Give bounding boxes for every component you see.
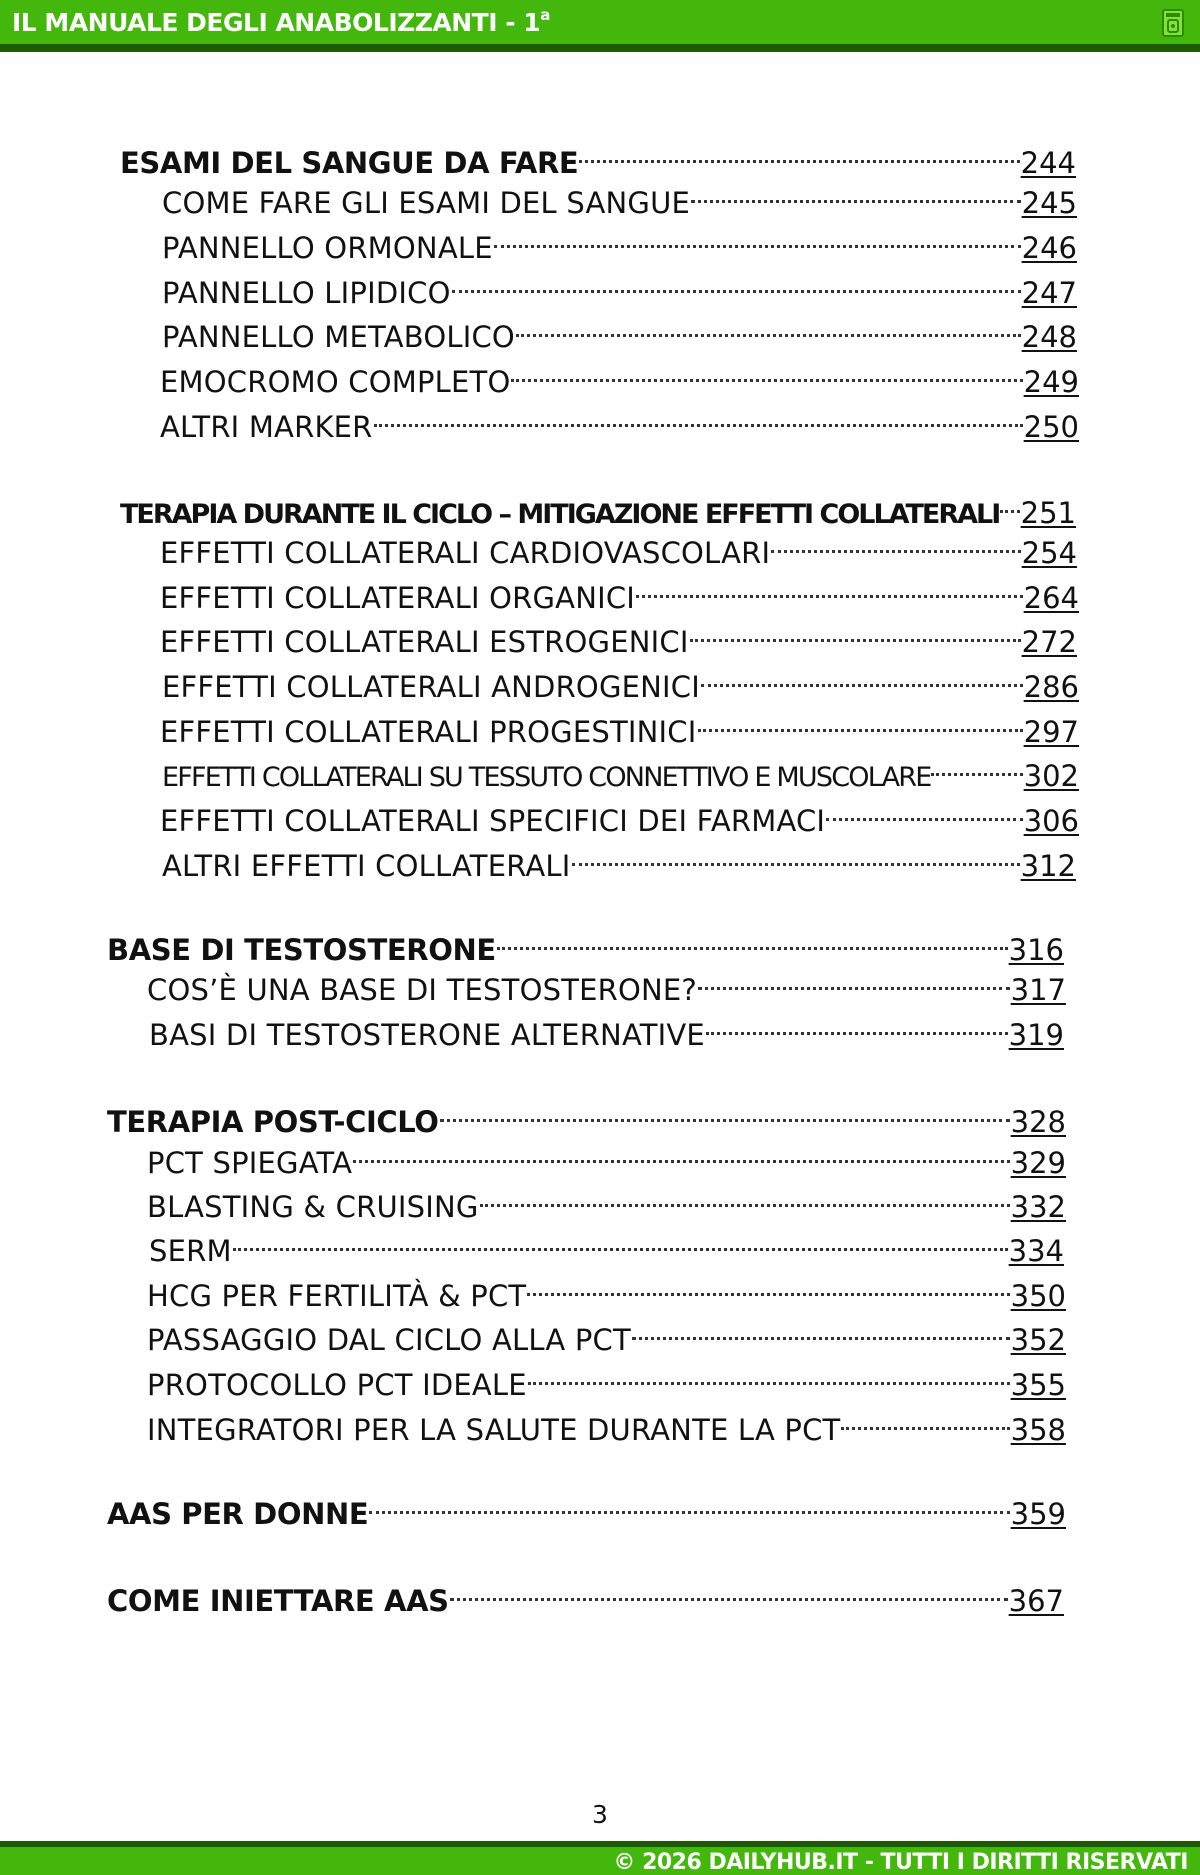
toc-entry-label: PANNELLO ORMONALE [162,231,493,265]
dot-leader [527,1266,1009,1306]
toc-page-link[interactable]: 244 [1020,146,1076,180]
toc-page-link[interactable]: 334 [1008,1234,1064,1268]
toc-page-link[interactable]: 358 [1010,1413,1066,1447]
toc-entry-altri-marker[interactable] [160,397,1079,444]
dot-leader [374,397,1023,437]
toc-entry-label: EFFETTI COLLATERALI ANDROGENICI [162,670,700,704]
toc-entry-label: BASE DI TESTOSTERONE [107,933,496,967]
toc-page-link[interactable]: 248 [1021,320,1077,354]
dot-leader [480,1177,1010,1217]
dot-leader [698,702,1023,742]
toc-entry-terapia-durante-ciclo[interactable] [120,483,1076,530]
toc-entry-label: AAS PER DONNE [107,1497,369,1531]
toc-entry-label: PCT SPIEGATA [147,1146,353,1180]
toc-page-link[interactable]: 350 [1010,1279,1066,1313]
dot-leader [353,1133,1009,1173]
toc-entry-hcg-fertilita[interactable] [147,1266,1066,1313]
toc-entry-label: TERAPIA DURANTE IL CICLO – MITIGAZIONE EFFETTI COLLATERALI [120,499,1000,530]
toc-page-link[interactable]: 316 [1008,933,1064,967]
toc-page-link[interactable]: 297 [1023,715,1079,749]
toc-entry-label: INTEGRATORI PER LA SALUTE DURANTE LA PCT [147,1413,841,1447]
dot-leader [771,523,1020,563]
toc-entry-tessuto-connettivo[interactable] [162,746,1079,793]
toc-entry-label: EMOCROMO COMPLETO [160,365,511,399]
dot-leader [636,568,1023,608]
toc-entry-come-iniettare[interactable] [107,1571,1064,1618]
header-title [12,8,550,37]
toc-entry-label: PANNELLO LIPIDICO [162,276,451,310]
toc-entry-label: ALTRI EFFETTI COLLATERALI [162,849,571,883]
toc-page-link[interactable]: 328 [1010,1105,1066,1139]
green-book-icon [1160,8,1186,38]
toc-entry-label: SERM [149,1234,232,1268]
dot-leader [706,1005,1008,1045]
toc-entry-progestinici[interactable] [160,702,1079,749]
toc-entry-serm[interactable] [149,1221,1064,1268]
toc-entry-androgenici[interactable] [162,657,1079,704]
page-number: 3 [592,1800,608,1829]
toc-entry-emocromo-completo[interactable] [160,352,1079,399]
toc-page-link[interactable]: 359 [1010,1497,1066,1531]
toc-entry-pct-spiegata[interactable] [147,1133,1066,1180]
toc-page-link[interactable]: 264 [1023,581,1079,615]
toc-entry-label: COME INIETTARE AAS [107,1584,449,1618]
dot-leader [511,352,1022,392]
dot-leader [632,1310,1010,1350]
toc-page-link[interactable]: 317 [1010,973,1066,1007]
toc-page-link[interactable]: 245 [1021,186,1077,220]
header-title-text: IL MANUALE DEGLI ANABOLIZZANTI - 1 [12,8,541,37]
toc-entry-label: HCG PER FERTILITÀ & PCT [147,1279,527,1313]
toc-entry-label: ESAMI DEL SANGUE DA FARE [120,146,579,180]
dot-leader [1000,483,1019,523]
toc-page-link[interactable]: 312 [1020,849,1076,883]
dot-leader [701,657,1023,697]
toc-entry-cardiovascolari[interactable] [160,523,1077,570]
toc-entry-esami-del-sangue[interactable] [120,133,1076,180]
toc-page-link[interactable]: 352 [1010,1323,1066,1357]
toc-entry-estrogenici[interactable] [160,612,1077,659]
toc-entry-label: BASI DI TESTOSTERONE ALTERNATIVE [149,1018,705,1052]
toc-entry-label: PROTOCOLLO PCT IDEALE [147,1368,527,1402]
toc-entry-label: EFFETTI COLLATERALI CARDIOVASCOLARI [160,536,771,570]
dot-leader [440,1092,1010,1132]
toc-entry-aas-donne[interactable] [107,1484,1066,1531]
dot-leader [826,791,1022,831]
dot-leader [690,612,1021,652]
dot-leader [452,263,1021,303]
toc-entry-label: EFFETTI COLLATERALI ESTROGENICI [160,625,689,659]
toc-page-link[interactable]: 355 [1010,1368,1066,1402]
dot-leader [931,746,1022,786]
toc-page-link[interactable]: 329 [1010,1146,1066,1180]
toc-entry-terapia-post-ciclo[interactable] [107,1092,1066,1139]
dot-leader [450,1571,1008,1611]
toc-entry-pannello-metabolico[interactable] [162,307,1077,354]
toc-entry-organici[interactable] [160,568,1079,615]
dot-leader [497,920,1008,960]
toc-entry-altri-effetti[interactable] [162,836,1076,883]
dot-leader [572,836,1020,876]
dot-leader [528,1355,1010,1395]
dot-leader [579,133,1019,173]
toc-entry-label: EFFETTI COLLATERALI SU TESSUTO CONNETTIVO E MUSCOLARE [162,762,931,793]
toc-page-link[interactable]: 251 [1020,496,1076,530]
toc-page-link[interactable]: 246 [1021,231,1077,265]
dot-leader [691,173,1021,213]
dot-leader [369,1484,1009,1524]
toc-entry-protocollo-pct[interactable] [147,1355,1066,1402]
toc-entry-base-testosterone[interactable] [107,920,1064,967]
toc-entry-label: PANNELLO METABOLICO [162,320,515,354]
toc-entry-label: EFFETTI COLLATERALI ORGANICI [160,581,636,615]
page-header [0,0,1200,52]
dot-leader [841,1400,1009,1440]
dot-leader [516,307,1021,347]
toc-entry-label: BLASTING & CRUISING [147,1190,479,1224]
toc-entry-come-fare-esami[interactable] [162,173,1077,220]
toc-page-link[interactable]: 332 [1010,1190,1066,1224]
header-title-superscript: a [540,6,550,24]
toc-page-link[interactable]: 249 [1023,365,1079,399]
dot-leader [494,218,1021,258]
toc-entry-pannello-lipidico[interactable] [162,263,1077,310]
dot-leader [233,1221,1008,1261]
toc-page-link[interactable]: 302 [1023,759,1079,793]
toc-entry-integratori-pct[interactable] [147,1400,1066,1447]
toc-entry-label: TERAPIA POST-CICLO [107,1105,439,1139]
toc-page-link[interactable]: 247 [1021,276,1077,310]
toc-page-link[interactable]: 306 [1023,804,1079,838]
page-footer [0,1841,1200,1875]
toc-page-link[interactable]: 250 [1023,410,1079,444]
toc-entry-basi-alternative[interactable] [149,1005,1064,1052]
copyright-text: © 2026 DAILYHUB.IT - TUTTI I DIRITTI RISERVATI [613,1850,1188,1875]
toc-entry-pannello-ormonale[interactable] [162,218,1077,265]
toc-entry-cos-e-base[interactable] [147,960,1066,1007]
toc-page-link[interactable]: 319 [1008,1018,1064,1052]
toc-page-link[interactable]: 254 [1021,536,1077,570]
toc-page-link[interactable]: 367 [1008,1584,1064,1618]
toc-entry-label: ALTRI MARKER [160,410,373,444]
toc-entry-blasting-cruising[interactable] [147,1177,1066,1224]
toc-entry-label: EFFETTI COLLATERALI PROGESTINICI [160,715,697,749]
toc-entry-label: EFFETTI COLLATERALI SPECIFICI DEI FARMACI [160,804,826,838]
dot-leader [698,960,1010,1000]
toc-entry-specifici-farmaci[interactable] [160,791,1079,838]
toc-entry-label: COME FARE GLI ESAMI DEL SANGUE [162,186,691,220]
toc-entry-label: COS’È UNA BASE DI TESTOSTERONE? [147,973,698,1007]
toc-entry-passaggio-pct[interactable] [147,1310,1066,1357]
toc-entry-label: PASSAGGIO DAL CICLO ALLA PCT [147,1323,631,1357]
toc-page-link[interactable]: 286 [1023,670,1079,704]
toc-page-link[interactable]: 272 [1021,625,1077,659]
